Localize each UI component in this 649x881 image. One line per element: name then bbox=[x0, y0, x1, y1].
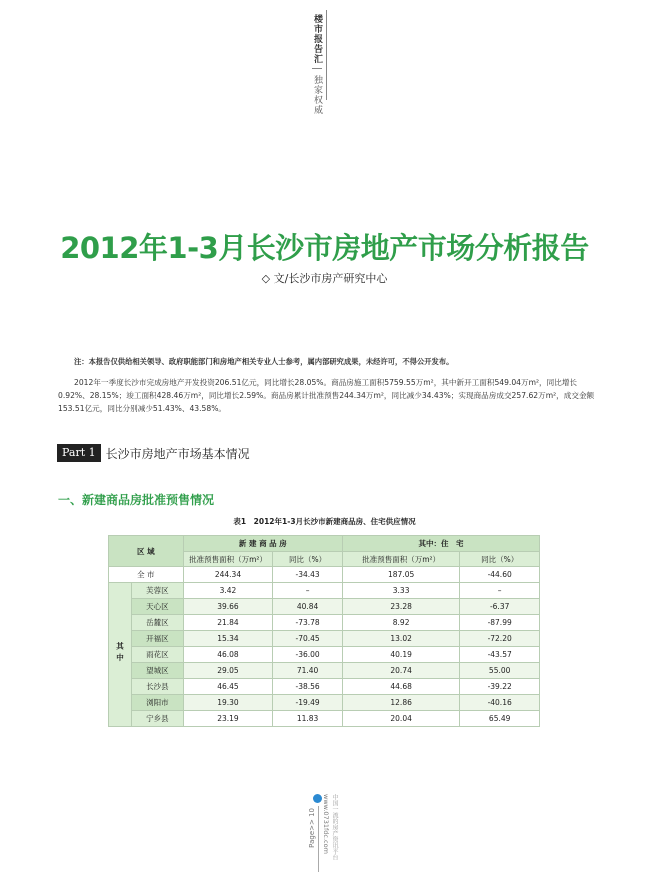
header-yoy: 同比（%） bbox=[273, 552, 343, 567]
cell-area: 3.42 bbox=[183, 583, 273, 599]
cell-name: 天心区 bbox=[132, 599, 184, 615]
cell-area-residential: 187.05 bbox=[342, 567, 459, 583]
cell-yoy: -19.49 bbox=[273, 695, 343, 711]
section-side-tab bbox=[310, 14, 324, 115]
report-title: 2012年1-3月长沙市房地产市场分析报告 bbox=[60, 231, 589, 265]
cell-yoy: -73.78 bbox=[273, 615, 343, 631]
cell-yoy-residential: -43.57 bbox=[460, 647, 540, 663]
cell-area-residential: 40.19 bbox=[342, 647, 459, 663]
cell-area: 244.34 bbox=[183, 567, 273, 583]
cell-area: 15.34 bbox=[183, 631, 273, 647]
table-row bbox=[109, 599, 540, 615]
section-heading: 一、新建商品房批准预售情况 bbox=[58, 493, 215, 507]
cell-area-residential: 44.68 bbox=[342, 679, 459, 695]
logo-dot-icon bbox=[313, 794, 322, 803]
cell-yoy-residential: -39.22 bbox=[460, 679, 540, 695]
header-area-residential: 批准预售面积（万m²） bbox=[342, 552, 459, 567]
cell-area: 46.45 bbox=[183, 679, 273, 695]
cell-yoy-residential: -40.16 bbox=[460, 695, 540, 711]
cell-name: 开福区 bbox=[132, 631, 184, 647]
cell-area-residential: 20.04 bbox=[342, 711, 459, 727]
part-heading bbox=[57, 444, 250, 462]
header-yoy-residential: 同比（%） bbox=[460, 552, 540, 567]
side-tab-title: 楼市报告汇 bbox=[312, 14, 322, 64]
cell-name: 岳麓区 bbox=[132, 615, 184, 631]
cell-area-residential: 20.74 bbox=[342, 663, 459, 679]
cell-yoy-residential: – bbox=[460, 583, 540, 599]
cell-area: 39.66 bbox=[183, 599, 273, 615]
cell-yoy: -34.43 bbox=[273, 567, 343, 583]
table-row bbox=[109, 695, 540, 711]
table-row bbox=[109, 647, 540, 663]
part-title: 长沙市房地产市场基本情况 bbox=[105, 446, 250, 461]
disclaimer-note: 注：本报告仅供给相关领导、政府职能部门和房地产相关专业人士参考，属内部研究成果，未经许可，不得公开发布。 bbox=[74, 357, 454, 366]
part-tag: Part 1 bbox=[57, 444, 101, 462]
cell-area-residential: 23.28 bbox=[342, 599, 459, 615]
cell-yoy: -70.45 bbox=[273, 631, 343, 647]
cell-area-residential: 12.86 bbox=[342, 695, 459, 711]
cell-yoy: -36.00 bbox=[273, 647, 343, 663]
cell-yoy: 40.84 bbox=[273, 599, 343, 615]
header-region: 区 域 bbox=[109, 536, 184, 567]
cell-area: 19.30 bbox=[183, 695, 273, 711]
side-tab-rule bbox=[326, 10, 327, 100]
cell-yoy: -38.56 bbox=[273, 679, 343, 695]
page-footer bbox=[300, 790, 360, 875]
cell-yoy: 71.40 bbox=[273, 663, 343, 679]
side-tab-subtitle: 独家权威 bbox=[312, 75, 322, 115]
group-label-cell bbox=[109, 583, 132, 727]
cell-yoy-residential: -6.37 bbox=[460, 599, 540, 615]
supply-table bbox=[108, 535, 540, 727]
cell-name: 宁乡县 bbox=[132, 711, 184, 727]
cell-name: 浏阳市 bbox=[132, 695, 184, 711]
cell-area-residential: 13.02 bbox=[342, 631, 459, 647]
cell-area-residential: 8.92 bbox=[342, 615, 459, 631]
intro-paragraph: 2012年一季度长沙市完成房地产开发投资206.51亿元，同比增长28.05%。商品房施工面积5759.55万m²，其中新开工面积549.04万m²，同比增长0.92%、28.15%；竣工面积428.46万m²，同比增长2.59%。商品房累计批准预售244.34万m²，同比减少34.43%；实现商品房成交257.62万m²，成交金额153.51亿元，同比分别减少51.43%、43.58%。 bbox=[58, 378, 595, 413]
cell-yoy: 11.83 bbox=[273, 711, 343, 727]
report-byline: ◇ 文/长沙市房产研究中心 bbox=[261, 272, 388, 285]
footer-slogan: 中国一流的房产资讯平台 bbox=[331, 794, 338, 860]
table-row-total bbox=[109, 567, 540, 583]
cell-name: 芙蓉区 bbox=[132, 583, 184, 599]
table-row bbox=[109, 663, 540, 679]
table-row bbox=[109, 711, 540, 727]
cell-name: 全 市 bbox=[109, 567, 184, 583]
cell-area: 46.08 bbox=[183, 647, 273, 663]
website-url: www.0731fdc.com bbox=[322, 794, 330, 854]
cell-yoy-residential: -44.60 bbox=[460, 567, 540, 583]
table-row bbox=[109, 583, 540, 599]
table-caption: 表1 2012年1-3月长沙市新建商品房、住宅供应情况 bbox=[233, 517, 416, 526]
cell-area: 23.19 bbox=[183, 711, 273, 727]
header-group-commercial: 新 建 商 品 房 bbox=[183, 536, 342, 552]
cell-name: 望城区 bbox=[132, 663, 184, 679]
cell-yoy-residential: -72.20 bbox=[460, 631, 540, 647]
cell-yoy-residential: -87.99 bbox=[460, 615, 540, 631]
cell-yoy-residential: 65.49 bbox=[460, 711, 540, 727]
table-row bbox=[109, 679, 540, 695]
cell-yoy-residential: 55.00 bbox=[460, 663, 540, 679]
cell-yoy: – bbox=[273, 583, 343, 599]
footer-divider bbox=[318, 806, 319, 872]
cell-area: 21.84 bbox=[183, 615, 273, 631]
header-area: 批准预售面积（万m²） bbox=[183, 552, 273, 567]
cell-area-residential: 3.33 bbox=[342, 583, 459, 599]
cell-area: 29.05 bbox=[183, 663, 273, 679]
header-group-residential: 其中：住 宅 bbox=[342, 536, 539, 552]
page-number: Page>> 10 bbox=[308, 808, 316, 848]
group-label: 其中 bbox=[115, 642, 125, 665]
side-tab-divider bbox=[312, 68, 322, 69]
cell-name: 雨花区 bbox=[132, 647, 184, 663]
cell-name: 长沙县 bbox=[132, 679, 184, 695]
table-row bbox=[109, 615, 540, 631]
table-row bbox=[109, 631, 540, 647]
